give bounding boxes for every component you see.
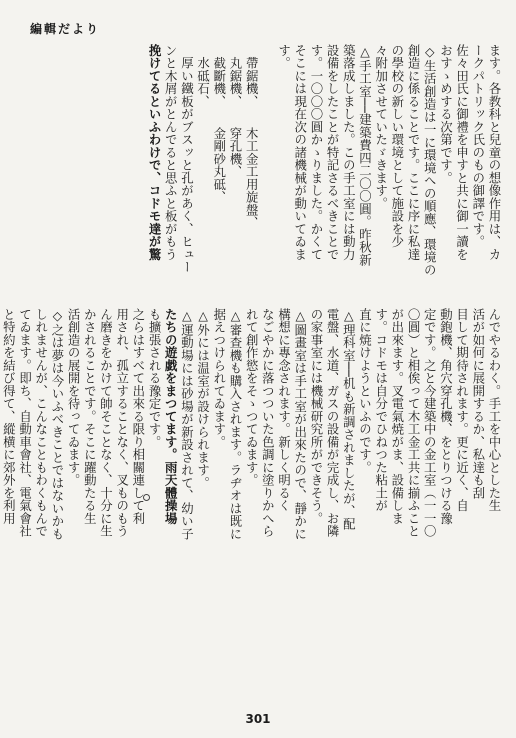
- text-column: 創造に係ることです。ここに序に私達: [406, 44, 422, 261]
- text-column: 活創造の展開を待ってゐます。: [66, 308, 82, 487]
- text-column: す。一〇〇〇圓かゝりました。かくて: [308, 44, 324, 261]
- text-column: の學校の新しい環境として施設を少: [389, 44, 405, 248]
- text-column: てゐます。即ち、自動車會社、電氣會社: [17, 308, 33, 538]
- text-column: 築落成しました。この手工室には動力: [341, 44, 357, 261]
- text-column: が出來ます。叉電氣焼がま、設備しま: [389, 308, 405, 525]
- text-column: 設備をしたことが特記さるべきことで: [325, 44, 341, 261]
- text-column: おすゝめする次第です。: [438, 44, 454, 185]
- text-column: ◇之は夢は今いふべきことではないかも: [49, 308, 65, 541]
- section-header: 編輯だより: [30, 22, 101, 36]
- text-column: △運動場には砂場が新設されて、幼い子: [179, 308, 195, 541]
- text-column: 帶鋸機、 木工金工用旋盤、: [244, 44, 260, 230]
- text-column: 厚い鐵板がブスッと孔があく、ヒュー: [179, 44, 195, 274]
- text-column: す。コドモは自分でひねつた粘土が: [373, 308, 389, 512]
- text-column: △圖畫室は手工室が出來たので、靜かに: [292, 308, 308, 541]
- text-column: 〇圓）と相俟って木工金工共に揃ふこと: [406, 308, 422, 538]
- text-column: と特約を結び得て、縱横に郊外を利用: [1, 308, 17, 525]
- text-column: 之らはすべて出來る限り相關連して利: [130, 308, 146, 525]
- text-column: 丸鋸機、 穿孔機、: [228, 44, 243, 179]
- text-column: ◇生活創造は一に環境への順應、環境の: [422, 44, 438, 277]
- text-column: れて創作慾をそゝつてゐます。: [244, 308, 260, 487]
- text-column: ンと木屑がとんでると思ふと板がもう: [163, 44, 179, 261]
- text-column: △外には温室が設けられます。: [195, 308, 211, 490]
- text-column: 目して期待されます。更に近く、自: [454, 308, 470, 512]
- page-number: 301: [245, 712, 271, 726]
- text-column: そこには現在次の諸機械が動いてゐま: [292, 44, 308, 261]
- page-mark-icon: [143, 494, 150, 501]
- text-column: も擴張される豫定です。: [147, 308, 163, 449]
- lower-text-block: [1, 308, 502, 644]
- text-column: △手工室──建築費四二〇〇圓。昨秋新: [357, 44, 373, 267]
- text-column: ん磨きをかけて帥そことなく、十分に生: [98, 308, 114, 538]
- text-column: ークパトリック氏のもの御譯です。: [470, 44, 486, 248]
- text-column: しれませんが、こんなこともわくもんで: [33, 308, 49, 538]
- text-column: の家事室には機械研究所ができそう。: [308, 308, 324, 525]
- text-column: 々附加させていたゞきます。: [373, 44, 389, 210]
- text-column: 用され、孤立することなく、叉ものもう: [114, 308, 130, 538]
- text-column: かされることです。そこに躍動たる生: [82, 308, 98, 525]
- text-column: んでやるわく。手工を中心とした生: [487, 308, 502, 512]
- text-column: △理科室──机も新調されましたが、配: [341, 308, 357, 531]
- text-column: 直に焼けようといふのです。: [357, 308, 373, 474]
- text-column: 動鉋機、角穴穿孔機、をとりつける豫: [438, 308, 454, 525]
- text-column: 電盤、水道、ガスの設備が完成し、お隣: [325, 308, 341, 538]
- text-column: 活が如何に展開するか、私達も刮: [470, 308, 486, 500]
- text-column: す。: [276, 44, 292, 70]
- text-column: △審查機も購入されます。ラヂオは既に: [228, 308, 243, 541]
- text-column: なごやかに落つついた色調に塗りかへら: [260, 308, 276, 538]
- text-column: 截斷機、 金剛砂丸砥、: [211, 44, 227, 204]
- text-column: ます。各教科と兒童の想像作用は、カ: [487, 44, 502, 261]
- upper-text-block: [14, 44, 502, 312]
- text-column: たちの遊戯をまつてます。雨天體操場: [163, 308, 179, 525]
- text-column: 挽けてるといふわけで、コドモ達が驚: [147, 44, 163, 261]
- text-column: 水砥石、: [195, 44, 211, 108]
- text-column: 定です。之と今建築中の金工室（一一〇: [422, 308, 438, 538]
- text-column: 構想に專念されます。新しく明るく: [276, 308, 292, 512]
- text-column: 据えつけられてゐます。: [211, 308, 227, 449]
- text-column: 佐々田氏に御禮を申すと共に御一讀を: [454, 44, 470, 261]
